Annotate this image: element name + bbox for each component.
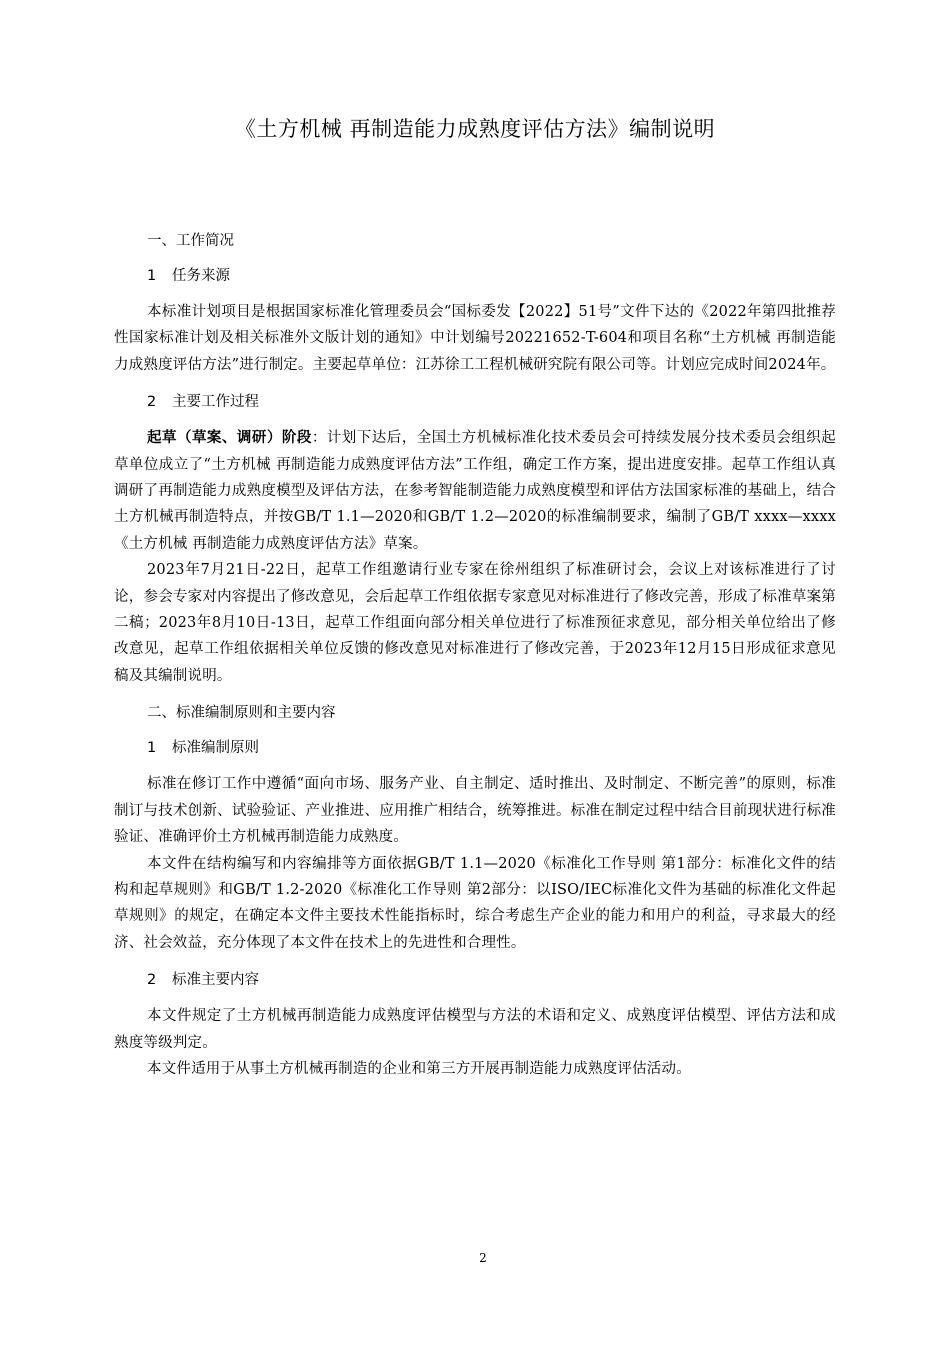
subsection-number: 2 xyxy=(147,972,157,989)
subsection-title: 标准主要内容 xyxy=(172,972,259,989)
paragraph-structure-basis: 本文件在结构编写和内容编排等方面依据GB/T 1.1—2020《标准化工作导则 第1部分：标准化文件的结构和起草规则》和GB/T 1.2-2020《标准化工作导则 第2部分：以ISO/IEC标准化文件为基础的标准化文件起草规则》的规定，在确定本文件主要技术性能指标时，综合考虑生产企业的能力和用户的利益，寻求最大的经济、社会效益，充分体现了本文件在技术上的先进性和合理性。 xyxy=(114,855,836,951)
page-number: 2 xyxy=(479,1251,487,1265)
subsection-number: 1 xyxy=(147,740,157,757)
subsection-number: 2 xyxy=(147,394,157,411)
drafting-stage-lead: 起草（草案、调研）阶段 xyxy=(147,430,312,447)
paragraph-seminar: 2023年7月21日-22日，起草工作组邀请行业专家在徐州组织了标准研讨会，会议上对该标准进行了讨论，参会专家对内容提出了修改意见，会后起草工作组依据专家意见对标准进行了修改完善，形成了标准草案第二稿；2023年8月10日-13日，起草工作组面向部分相关单位进行了标准预征求意见，部分相关单位给出了修改意见，起草工作组依据相关单位反馈的修改意见对标准进行了修改完善，于2023年12月15日形成征求意见稿及其编制说明。 xyxy=(114,562,836,684)
section-heading-work-overview: 一、工作简况 xyxy=(147,233,234,249)
drafting-stage-text: ：计划下达后，全国土方机械标准化技术委员会可持续发展分技术委员会组织起草单位成立了“土方机械 再制造能力成熟度评估方法”工作组，确定工作方案，提出进度安排。起草工作组认真调研了再制造能力成熟度模型及评估方法，在参考智能制造能力成熟度模型和评估方法国家标准的基础上，结合土方机械再制造特点，并按GB/T 1.1—2020和GB/T 1.2—2020的标准编制要求，编制了GB/T xxxx—xxxx《土方机械 再制造能力成熟度评估方法》草案。 xyxy=(114,430,836,552)
paragraph-applicability: 本文件适用于从事土方机械再制造的企业和第三方开展再制造能力成熟度评估活动。 xyxy=(147,1060,691,1077)
subsection-heading-principles xyxy=(147,736,836,760)
subsection-heading-task-source xyxy=(147,264,836,288)
subsection-heading-work-process xyxy=(147,390,836,414)
section-heading-principles-content: 二、标准编制原则和主要内容 xyxy=(147,705,336,722)
paragraph-principles: 标准在修订工作中遵循“面向市场、服务产业、自主制定、适时推出、及时制定、不断完善”的原则，标准制订与技术创新、试验验证、产业推进、应用推广相结合，统筹推进。标准在制定过程中结合目前现状进行标准验证、准确评价土方机械再制造能力成熟度。 xyxy=(114,776,836,846)
document-body xyxy=(114,229,836,1082)
subsection-title: 主要工作过程 xyxy=(172,394,259,411)
paragraph-scope: 本文件规定了土方机械再制造能力成熟度评估模型与方法的术语和定义、成熟度评估模型、评估方法和成熟度等级判定。 xyxy=(114,1008,836,1051)
paragraph-task-source: 本标准计划项目是根据国家标准化管理委员会“国标委发【2022】51号”文件下达的《2022年第四批推荐性国家标准计划及相关标准外文版计划的通知》中计划编号20221652-T-604和项目名称“土方机械 再制造能力成熟度评估方法”进行制定。主要起草单位：江苏徐工工程机械研究院有限公司等。计划应完成时间2024年。 xyxy=(114,304,836,373)
subsection-title: 任务来源 xyxy=(172,268,230,284)
paragraph-drafting-stage xyxy=(114,425,836,557)
subsection-title: 标准编制原则 xyxy=(172,740,259,757)
document-title: 《土方机械 再制造能力成熟度评估方法》编制说明 xyxy=(234,117,716,141)
subsection-heading-main-content xyxy=(147,968,836,992)
subsection-number: 1 xyxy=(147,268,157,284)
